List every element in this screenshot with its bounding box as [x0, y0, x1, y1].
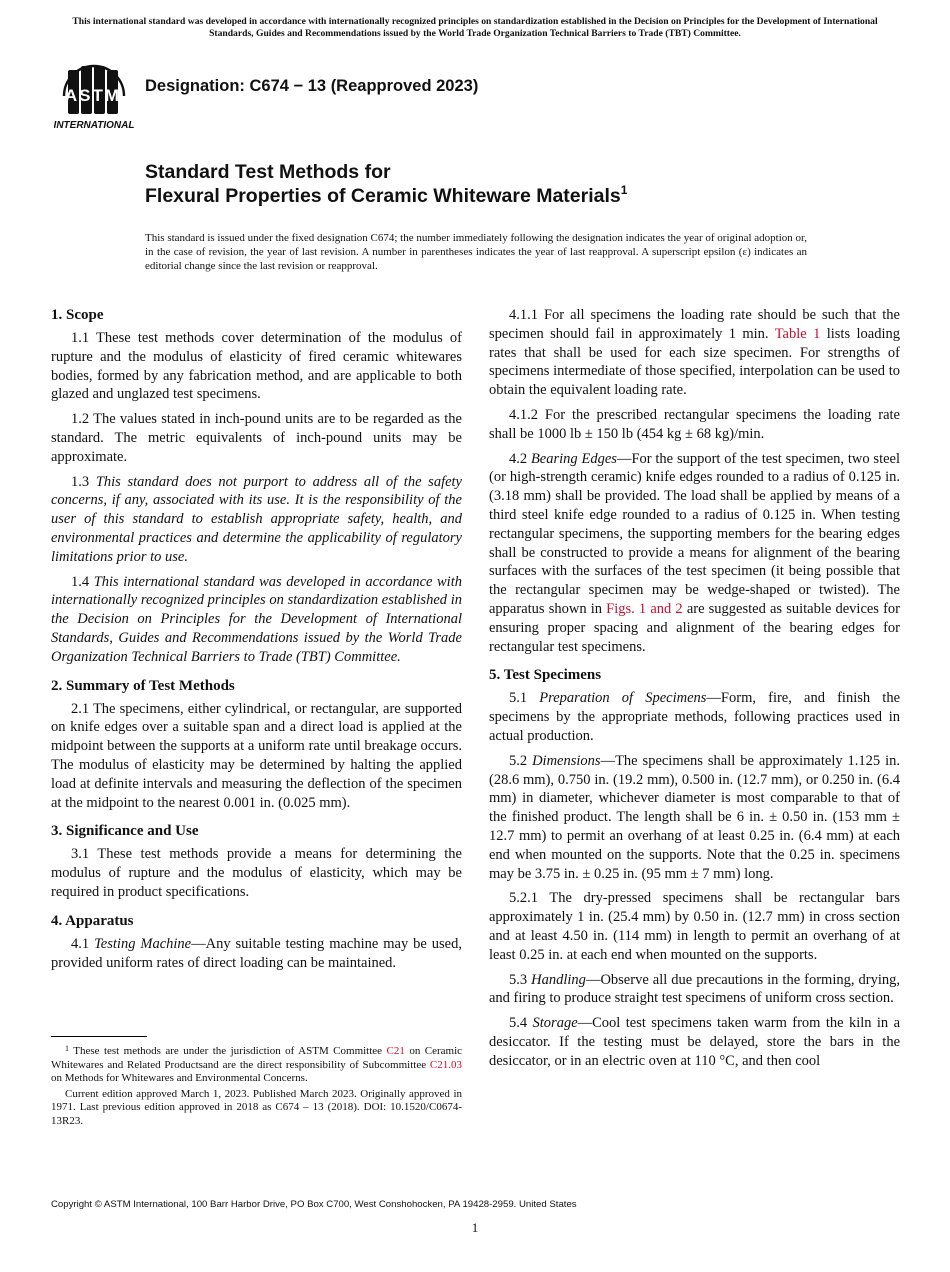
- logo-text: INTERNATIONAL: [54, 120, 134, 131]
- footnotes: [51, 1045, 462, 1131]
- section-scope: [51, 306, 462, 667]
- footnote-1: $^1$ These test methods are under the jurisdiction of ASTM Committee C21 on Ceramic Whitewares and Related Productsand are the direct responsibility of Subcommittee C21.03 on Methods for Whitewares and Environmental Concerns.: [51, 1044, 463, 1085]
- page-number: 1: [471, 1220, 479, 1235]
- copyright: Copyright © ASTM International, 100 Barr Harbor Drive, PO Box C700, West Conshohocken, PA 19428-2959. United States: [51, 1199, 577, 1210]
- footnote-edition: Current edition approved March 1, 2023. Published March 2023. Originally approved in 1971. Last previous edition approved in 2018 as C674 – 13 (2018). DOI: 10.1520/C0674-13R23.: [51, 1087, 462, 1127]
- paragraph-4-1-2: 4.1.2 For the prescribed rectangular specimens the loading rate shall be 1000 lb ± 150 lb (454 kg ± 68 kg)/min.: [489, 406, 900, 442]
- paragraph-5-2: 5.2 Dimensions—The specimens shall be approximately 1.125 in. (28.6 mm), 0.750 in. (19.2 mm), 0.500 in. (12.7 mm), or 0.250 in. (6.4 mm) in diameter, whichever diameter is most comparable to that of the finished product. The length shall be 6 in. ± 0.50 in. (153 mm ± 12.7 mm) to permit an overhang of at least 0.25 in. (6.4 mm) at each end when mounted on the supports. Note that the 0.25 in. specimens may be 3.75 in. ± 0.25 in. (95 mm ± 7 mm) long.: [489, 752, 901, 882]
- link-table-1[interactable]: Table 1: [774, 325, 821, 342]
- title-footnote-mark[interactable]: 1: [620, 183, 628, 197]
- paragraph-4-2: 4.2 Bearing Edges—For the support of the test specimen, two steel (or high-strength ceramic) knife edges rounded to a radius of 0.125 in. (3.18 mm) shall be provided. The load shall be applied by means of a third steel knife edge rounded to a radius of 0.125 in. When testing rectangular specimens, the supporting members for the bearing edges shall be constructed to provide a means for alignment of the bearing surfaces with the surfaces of the test specimen (it being possible that the rectangular specimen may be wedge-shaped or twisted). The apparatus shown in Figs. 1 and 2 are suggested as suitable devices for ensuring proper spacing and alignment of the bearing edges for rectangular test specimens.: [489, 450, 901, 655]
- logo-letters: ASTM: [64, 86, 122, 105]
- section-apparatus: [51, 912, 462, 973]
- section-heading: 3. Significance and Use: [51, 823, 199, 840]
- paragraph-2-1: 2.1 The specimens, either cylindrical, or rectangular, are supported on knife edges over a suitable span and a direct load is applied at the midpoint between the supports at a uniform rate until breakage occurs. The modulus of elasticity may be determined by halting the applied load at definite intervals and measuring the deflection of the specimen at the midpoint to the nearest 0.001 in. (0.025 mm).: [51, 700, 462, 811]
- designation: Designation: C674 − 13 (Reapproved 2023): [145, 77, 479, 95]
- paragraph-5-4: 5.4 Storage—Cool test specimens taken warm from the kiln in a desiccator. If the testing must be delayed, store the bars in the desiccator, or in an electric oven at 110 °C, and then cool: [489, 1015, 901, 1069]
- standard-notice: This standard is issued under the fixed designation C674; the number immediately following the designation indicates the year of original adoption or, in the case of revision, the year of last revision. A number in parentheses indicates the year of last reapproval. A superscript epsilon (ε) indicates an editorial change since the last revision or reapproval.: [145, 232, 807, 272]
- right-column: [489, 306, 900, 1080]
- paragraph-1-2: 1.2 The values stated in inch-pound units are to be regarded as the standard. The metric equivalents of inch-pound units may be approximate.: [51, 411, 462, 465]
- document-title: [145, 160, 865, 208]
- footnote-divider: [51, 1036, 147, 1037]
- left-column: [51, 306, 462, 982]
- link-c21-03[interactable]: C21.03: [429, 1058, 462, 1071]
- section-heading: 5. Test Specimens: [489, 667, 602, 684]
- title-line-1: Standard Test Methods for: [145, 161, 391, 183]
- paragraph-4-1: 4.1 Testing Machine—Any suitable testing machine may be used, provided uniform rates of direct loading can be maintained.: [51, 935, 462, 971]
- section-heading: 1. Scope: [51, 307, 104, 323]
- title-line-2: Flexural Properties of Ceramic Whiteware Materials: [145, 185, 621, 207]
- section-heading: 2. Summary of Test Methods: [51, 677, 235, 694]
- paragraph-4-1-1: 4.1.1 For all specimens the loading rate should be such that the specimen should fail in approximately 1 min. Table 1 lists loading rates that shall be used for each size specimen. For strengths of specimens intermediate of those specified, interpolation can be used to obtain the equivalent loading rate.: [489, 307, 900, 399]
- wto-notice: This international standard was developed in accordance with internationally recognized principles on standardization established in the Decision on Principles for the Development of International Standards, Guides and Recommendations issued by the World Trade Organization Technical Barriers to Trade (TBT) Committee.: [72, 16, 878, 39]
- section-summary: [51, 677, 462, 813]
- astm-logo: [54, 56, 134, 132]
- section-heading: 4. Apparatus: [51, 912, 134, 929]
- paragraph-5-2-1: 5.2.1 The dry-pressed specimens shall be rectangular bars approximately 1 in. (25.4 mm) by 0.50 in. (12.7 mm) in cross section and at least 4.50 in. (114 mm) in length to permit an overhang of at least 0.25 in. at each end when mounted on the supports.: [489, 890, 900, 963]
- section-significance: [51, 822, 462, 901]
- paragraph-5-1: 5.1 Preparation of Specimens—Form, fire, and finish the specimens by the appropriate methods, following practices used in actual production.: [489, 690, 901, 744]
- paragraph-3-1: 3.1 These test methods provide a means for determining the modulus of rupture and the modulus of elasticity, which may be required in product specifications.: [51, 846, 462, 900]
- paragraph-5-3: 5.3 Handling—Observe all due precautions in the forming, drying, and firing to produce straight test specimens of uniform cross section.: [489, 971, 900, 1007]
- section-apparatus-continued: [489, 306, 900, 656]
- paragraph-1-3: 1.3 This standard does not purport to address all of the safety concerns, if any, associated with its use. It is the responsibility of the user of this standard to establish appropriate safety, health, and environmental practices and determine the applicability of regulatory limitations prior to use.: [51, 473, 462, 565]
- link-figs-1-2[interactable]: Figs. 1 and 2: [606, 600, 683, 617]
- link-c21[interactable]: C21: [386, 1045, 405, 1057]
- paragraph-1-4: 1.4 This international standard was developed in accordance with internationally recognized principles on standardization established in the Decision on Principles for the Development of International Standards, Guides and Recommendations issued by the World Trade Organization Technical Barriers to Trade (TBT) Committee.: [51, 573, 462, 665]
- section-specimens: [489, 666, 900, 1070]
- paragraph-1-1: 1.1 These test methods cover determination of the modulus of rupture and the modulus of elasticity of fired ceramic whitewares bodies, formed by any fabrication method, and are applicable to both glazed and unglazed test specimens.: [51, 330, 462, 403]
